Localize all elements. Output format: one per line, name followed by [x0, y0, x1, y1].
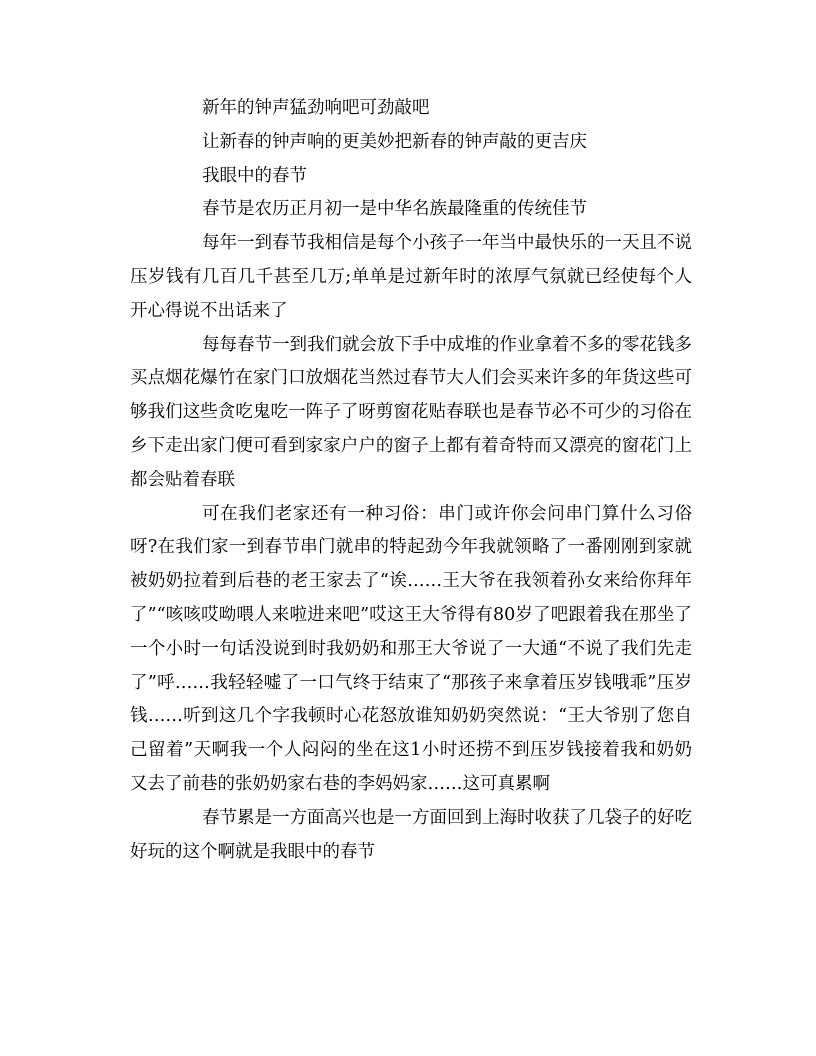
document-body: [130, 92, 692, 869]
paragraph-6: 可在我们老家还有一种习俗：串门或许你会问串门算什么习俗呀?在我们家一到春节串门就串的特起劲今年我就领略了一番刚刚到家就被奶奶拉着到后巷的老王家去了“诶……王大爷在我领着孙女来给你拜年了”“咳咳哎呦喂人来啦进来吧”哎这王大爷得有80岁了吧跟着我在那坐了一个小时一句话没说到时我奶奶和那王大爷说了一大通“不说了我们先走了”呼……我轻轻嘘了一口气终于结束了“那孩子来拿着压岁钱哦乖”压岁钱……听到这几个字我顿时心花怒放谁知奶奶突然说：“王大爷别了您自己留着”天啊我一个人闷闷的坐在这1小时还捞不到压岁钱接着我和奶奶又去了前巷的张奶奶家右巷的李妈妈家……这可真累啊: [130, 503, 692, 794]
paragraph-7: 春节累是一方面高兴也是一方面回到上海时收获了几袋子的好吃好玩的这个啊就是我眼中的春节: [130, 807, 692, 862]
paragraph-1: 新年的钟声猛劲响吧可劲敲吧: [202, 98, 430, 118]
paragraph-5: 每每春节一到我们就会放下手中成堆的作业拿着不多的零花钱多买点烟花爆竹在家门口放烟花当然过春节大人们会买来许多的年货这些可够我们这些贪吃鬼吃一阵子了呀剪窗花贴春联也是春节必不可少的习俗在乡下走出家门便可看到家家户户的窗子上都有着奇特而又漂亮的窗花门上都会贴着春联: [130, 334, 692, 490]
section-title: 我眼中的春节: [202, 165, 307, 186]
paragraph-4: 每年一到春节我相信是每个小孩子一年当中最快乐的一天且不说压岁钱有几百几千甚至几万;单单是过新年时的浓厚气氛就已经使每个人开心得说不出话来了: [130, 233, 692, 321]
paragraph-3: 春节是农历正月初一是中华名族最隆重的传统佳节: [202, 199, 587, 220]
paragraph-2: 让新春的钟声响的更美妙把新春的钟声敲的更吉庆: [202, 131, 587, 152]
